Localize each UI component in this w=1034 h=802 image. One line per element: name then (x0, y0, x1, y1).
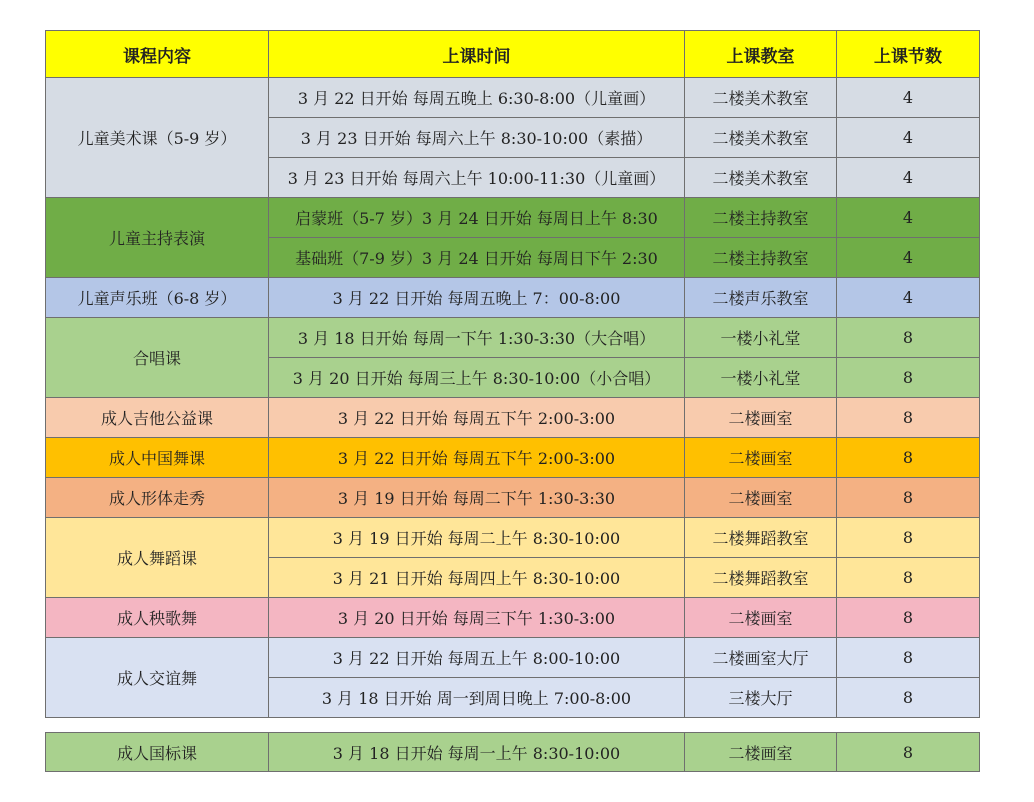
session-room: 一楼小礼堂 (685, 318, 837, 358)
course-name: 合唱课 (46, 318, 269, 398)
session-room: 二楼画室 (685, 598, 837, 638)
course-name: 儿童声乐班（6-8 岁） (46, 278, 269, 318)
session-room: 二楼画室 (685, 438, 837, 478)
table-row (46, 438, 980, 478)
session-room: 三楼大厅 (685, 678, 837, 718)
table-row (46, 598, 980, 638)
session-count: 8 (837, 598, 980, 638)
session-time: 3 月 22 日开始 每周五晚上 7：00-8:00 (269, 278, 685, 318)
table-row (46, 278, 980, 318)
session-room: 二楼声乐教室 (685, 278, 837, 318)
session-count: 8 (837, 358, 980, 398)
session-time: 3 月 22 日开始 每周五下午 2:00-3:00 (269, 398, 685, 438)
session-count: 4 (837, 158, 980, 198)
schedule-table-last-row (45, 732, 980, 772)
session-room: 二楼主持教室 (685, 238, 837, 278)
session-time: 3 月 23 日开始 每周六上午 8:30-10:00（素描） (269, 118, 685, 158)
session-time: 3 月 20 日开始 每周三上午 8:30-10:00（小合唱） (269, 358, 685, 398)
session-count: 8 (837, 478, 980, 518)
session-count: 8 (837, 438, 980, 478)
session-time: 启蒙班（5-7 岁）3 月 24 日开始 每周日上午 8:30 (269, 198, 685, 238)
session-room: 二楼美术教室 (685, 118, 837, 158)
session-count: 8 (837, 733, 980, 772)
course-name: 成人交谊舞 (46, 638, 269, 718)
table-row (46, 318, 980, 358)
course-name: 成人秧歌舞 (46, 598, 269, 638)
session-room: 二楼舞蹈教室 (685, 558, 837, 598)
session-time: 3 月 20 日开始 每周三下午 1:30-3:00 (269, 598, 685, 638)
session-room: 二楼画室 (685, 733, 837, 772)
session-room: 二楼舞蹈教室 (685, 518, 837, 558)
session-count: 8 (837, 638, 980, 678)
session-count: 8 (837, 318, 980, 358)
session-room: 二楼画室大厅 (685, 638, 837, 678)
session-time: 3 月 19 日开始 每周二下午 1:30-3:30 (269, 478, 685, 518)
table-row (46, 398, 980, 438)
session-count: 4 (837, 198, 980, 238)
session-count: 8 (837, 518, 980, 558)
session-count: 8 (837, 558, 980, 598)
session-room: 一楼小礼堂 (685, 358, 837, 398)
table-row (46, 78, 980, 118)
course-name: 成人国标课 (46, 733, 269, 772)
session-time: 基础班（7-9 岁）3 月 24 日开始 每周日下午 2:30 (269, 238, 685, 278)
header-room: 上课教室 (685, 31, 837, 78)
course-name: 儿童主持表演 (46, 198, 269, 278)
course-name: 儿童美术课（5-9 岁） (46, 78, 269, 198)
header-count: 上课节数 (837, 31, 980, 78)
table-row (46, 518, 980, 558)
course-name: 成人中国舞课 (46, 438, 269, 478)
session-room: 二楼美术教室 (685, 78, 837, 118)
session-time: 3 月 18 日开始 周一到周日晚上 7:00-8:00 (269, 678, 685, 718)
session-time: 3 月 19 日开始 每周二上午 8:30-10:00 (269, 518, 685, 558)
schedule-table (45, 30, 980, 718)
session-room: 二楼美术教室 (685, 158, 837, 198)
session-time: 3 月 22 日开始 每周五下午 2:00-3:00 (269, 438, 685, 478)
session-room: 二楼画室 (685, 478, 837, 518)
session-room: 二楼画室 (685, 398, 837, 438)
session-count: 8 (837, 398, 980, 438)
session-time: 3 月 18 日开始 每周一下午 1:30-3:30（大合唱） (269, 318, 685, 358)
table-row (46, 198, 980, 238)
session-count: 4 (837, 118, 980, 158)
course-name: 成人吉他公益课 (46, 398, 269, 438)
header-row (46, 31, 980, 78)
session-time: 3 月 23 日开始 每周六上午 10:00-11:30（儿童画） (269, 158, 685, 198)
session-room: 二楼主持教室 (685, 198, 837, 238)
header-course: 课程内容 (46, 31, 269, 78)
session-time: 3 月 22 日开始 每周五上午 8:00-10:00 (269, 638, 685, 678)
table-row (46, 733, 980, 772)
session-count: 4 (837, 78, 980, 118)
course-name: 成人舞蹈课 (46, 518, 269, 598)
header-time: 上课时间 (269, 31, 685, 78)
session-time: 3 月 18 日开始 每周一上午 8:30-10:00 (269, 733, 685, 772)
session-time: 3 月 21 日开始 每周四上午 8:30-10:00 (269, 558, 685, 598)
session-count: 4 (837, 278, 980, 318)
session-count: 4 (837, 238, 980, 278)
session-count: 8 (837, 678, 980, 718)
course-name: 成人形体走秀 (46, 478, 269, 518)
table-row (46, 638, 980, 678)
session-time: 3 月 22 日开始 每周五晚上 6:30-8:00（儿童画） (269, 78, 685, 118)
table-row (46, 478, 980, 518)
